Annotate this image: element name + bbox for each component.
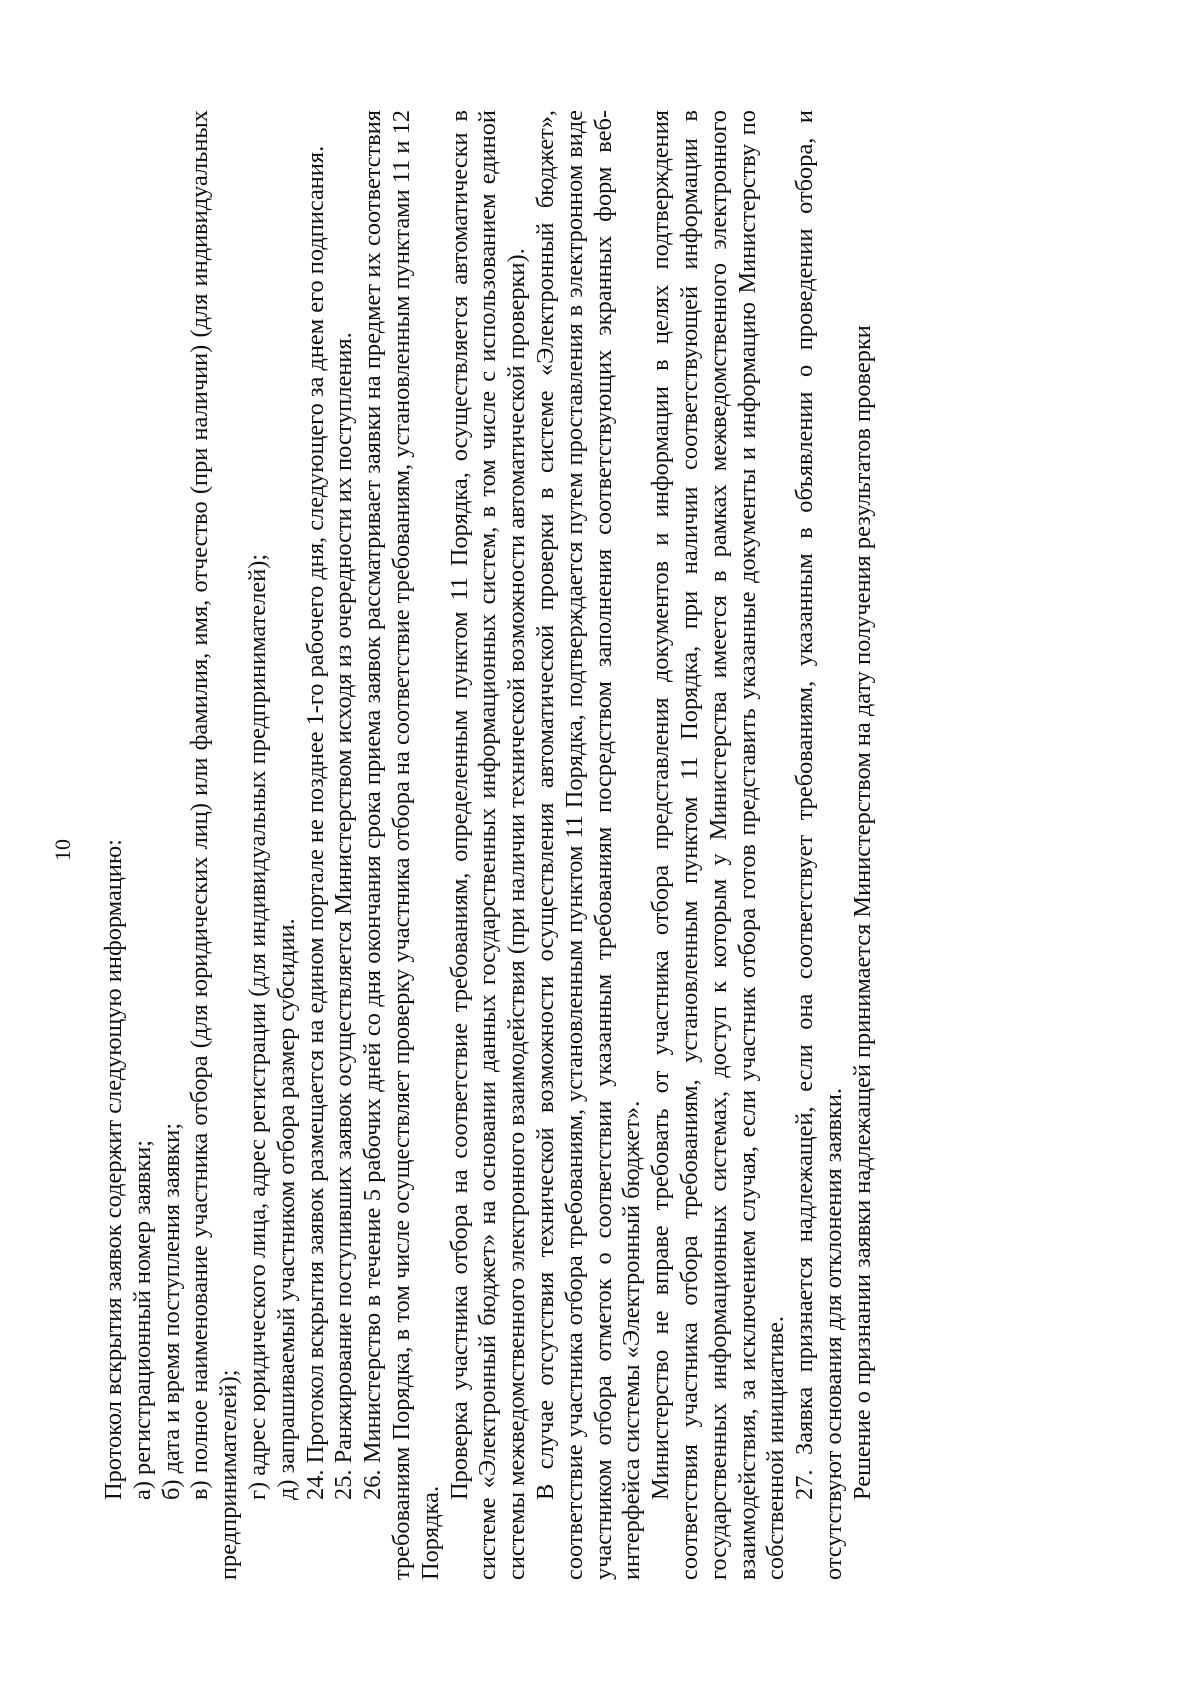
list-item: б) дата и время поступления заявки; xyxy=(157,1122,185,1500)
list-item: д) запрашиваемый участником отбора размер субсидии. xyxy=(272,918,300,1500)
paragraph: В случае отсутствия технической возможности осуществления автоматической проверки в системе «Электронный бюджет», соответствие участника отбора требованиям, установленным пунктом 11 Порядка, подтверждается путем проставления в электронном виде участником отбора отметок о соответствии указанным требованиям посредством заполнения соответствующих экранных форм веб-интерфейса системы «Электронный бюджет». xyxy=(531,110,646,1580)
paragraph: Протокол вскрытия заявок содержит следующую информацию: xyxy=(100,839,127,1500)
paragraph: 25. Ранжирование поступивших заявок осуществляется Министерством исходя из очередности их поступления. xyxy=(330,332,358,1500)
paragraph: Министерство не вправе требовать от участника отбора представления документов и информации в целях подтверждения соответствия участника отбора требованиям, установленным пунктом 11 Порядка, при наличии соответствующей информации в государственных информационных системах, доступ к которым у Министерства имеется в рамках межведомственного электронного взаимодействия, за исключением случая, если участник отбора готов представить указанные документы и информацию Министерству по собственной инициативе. xyxy=(647,110,790,1580)
list-item: а) регистрационный номер заявки; xyxy=(128,1139,156,1500)
document-body xyxy=(100,110,878,1580)
paragraph: 24. Протокол вскрытия заявок размещается на едином портале не позднее 1-го рабочего дня, следующего за днем его подписания. xyxy=(301,145,329,1500)
paragraph: 27. Заявка признается надлежащей, если она соответствует требованиям, указанным в объявлении о проведении отбора, и отсутствуют основания для отклонения заявки. xyxy=(791,110,847,1580)
list-item: в) полное наименование участника отбора (для юридических лиц) или фамилия, имя, отчество (при наличии) (для индивидуальных предпринимателей); xyxy=(186,110,243,1580)
list-item: г) адрес юридического лица, адрес регистрации (для индивидуальных предпринимателей); xyxy=(243,553,271,1500)
page-number: 10 xyxy=(50,839,75,861)
paragraph: Проверка участника отбора на соответствие требованиям, определенным пунктом 11 Порядка, осуществляется автоматически в системе «Электронный бюджет» на основании данных государственных информационных систем, в том числе с использованием единой системы межведомственного электронного взаимодействия (при наличии технической возможности автоматической проверки). xyxy=(445,110,531,1580)
paragraph: Решение о признании заявки надлежащей принимается Министерством на дату получения результатов проверки xyxy=(848,325,876,1500)
paragraph: 26. Министерство в течение 5 рабочих дней со дня окончания срока приема заявок рассматривает заявки на предмет их соответствия требованиям Порядка, в том числе осуществляет проверку участника отбора на соответствие требованиям, установленным пунктами 11 и 12 Порядка. xyxy=(359,110,444,1580)
